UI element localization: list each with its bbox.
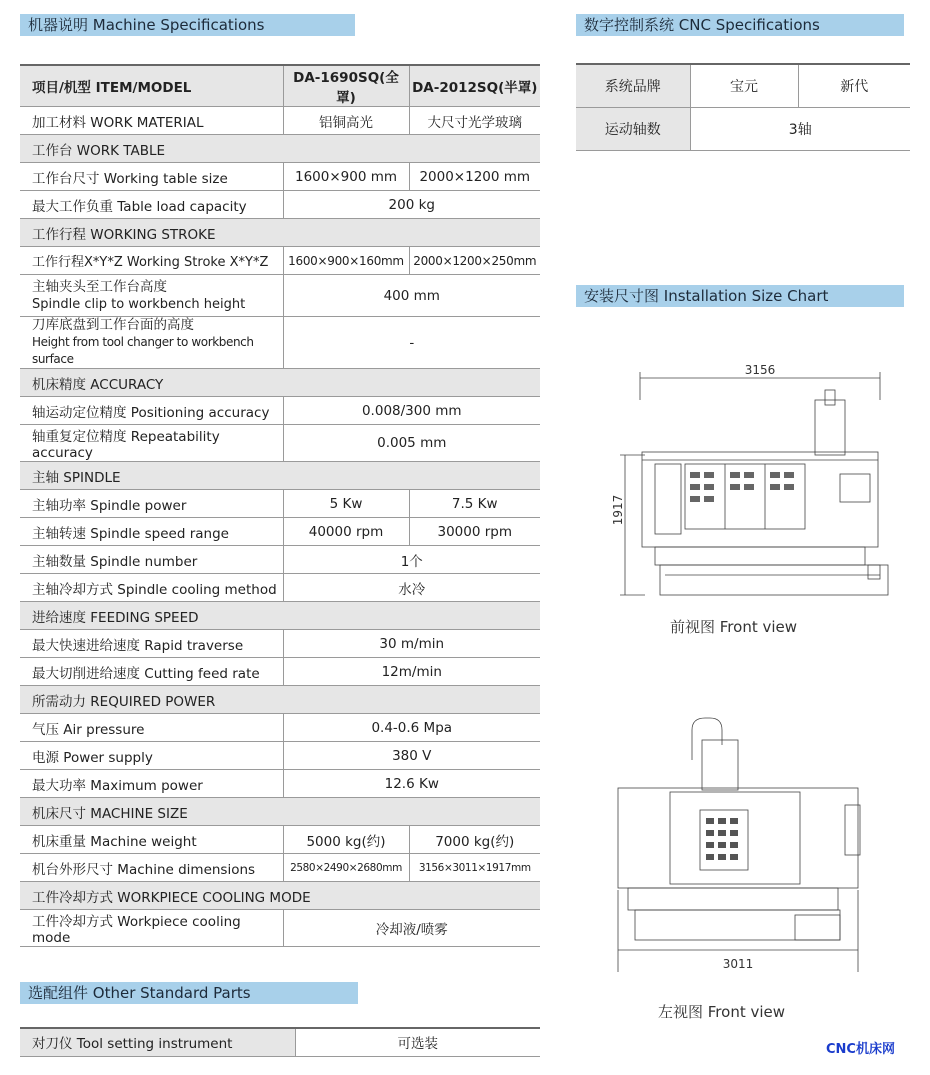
table-row [20,658,540,686]
row-value: 30000 rpm [409,518,540,546]
row-value: 380 V [283,742,540,770]
row-label: 加工材料 WORK MATERIAL [20,107,283,135]
row-label-cn: 主轴夹头至工作台高度 [32,278,167,295]
table-row [20,163,540,191]
section-row [20,369,540,397]
table-row [20,714,540,742]
table-row [20,107,540,135]
row-value: 1600×900×160mm [283,247,409,275]
section-label: 主轴 SPINDLE [20,462,540,490]
brand-mark: CNC机床网 [826,1042,895,1057]
axes-value: 3轴 [690,108,910,151]
table-row [20,574,540,602]
row-label: 最大功率 Maximum power [20,770,283,798]
model-1-header: DA-1690SQ(全罩) [283,65,409,107]
table-row [20,546,540,574]
section-row [20,135,540,163]
table-row [20,910,540,947]
section-row [20,798,540,826]
table-row [20,630,540,658]
row-label: 机床重量 Machine weight [20,826,283,854]
table-row [576,108,910,151]
row-value: 0.4-0.6 Mpa [283,714,540,742]
row-label [20,317,283,369]
row-label [20,275,283,317]
table-row [20,854,540,882]
row-label: 主轴转速 Spindle speed range [20,518,283,546]
row-label: 工作台尺寸 Working table size [20,163,283,191]
table-row [20,397,540,425]
row-value: 2000×1200 mm [409,163,540,191]
row-value: 3156×3011×1917mm [409,854,540,882]
row-value: 200 kg [283,191,540,219]
row-label-en: Height from tool changer to workbench surface [32,335,254,366]
item-model-header: 项目/机型 ITEM/MODEL [20,65,283,107]
row-value: 12.6 Kw [283,770,540,798]
side-view-drawing [610,710,870,980]
table-row [20,191,540,219]
row-label: 工件冷却方式 Workpiece cooling mode [20,910,283,947]
table-row [20,247,540,275]
side-view-caption: 左视图 Front view [658,1003,786,1021]
row-value: 0.008/300 mm [283,397,540,425]
section-label: 进给速度 FEEDING SPEED [20,602,540,630]
row-label: 最大工作负重 Table load capacity [20,191,283,219]
table-row [20,518,540,546]
table-header-row [20,65,540,107]
machine-spec-header: 机器说明 Machine Specifications [20,14,355,36]
section-row [20,882,540,910]
row-label: 工作行程X*Y*Z Working Stroke X*Y*Z [20,247,283,275]
row-value: 5 Kw [283,490,409,518]
other-parts-header: 选配组件 Other Standard Parts [20,982,358,1004]
row-value: 大尺寸光学玻璃 [409,107,540,135]
brand-value-1: 宝元 [690,64,798,108]
front-view-caption: 前视图 Front view [670,618,798,636]
row-value: 水冷 [283,574,540,602]
row-value: 冷却液/喷雾 [283,910,540,947]
section-row [20,602,540,630]
row-value: 7000 kg(约) [409,826,540,854]
row-label: 主轴冷却方式 Spindle cooling method [20,574,283,602]
section-label: 机床精度 ACCURACY [20,369,540,397]
row-value: 400 mm [283,275,540,317]
row-value: 可选装 [295,1028,540,1056]
row-label: 主轴功率 Spindle power [20,490,283,518]
row-value: 1个 [283,546,540,574]
section-row [20,462,540,490]
row-label: 最大切削进给速度 Cutting feed rate [20,658,283,686]
table-row [20,275,540,317]
section-row [20,219,540,247]
row-label: 主轴数量 Spindle number [20,546,283,574]
section-label: 机床尺寸 MACHINE SIZE [20,798,540,826]
section-label: 工作台 WORK TABLE [20,135,540,163]
other-parts-table [20,1027,540,1057]
row-value: 2000×1200×250mm [409,247,540,275]
front-height-label: 1917 [611,494,625,526]
section-row [20,686,540,714]
side-width-label: 3011 [722,957,754,971]
row-value: 铝铜高光 [283,107,409,135]
install-header: 安装尺寸图 Installation Size Chart [576,285,904,307]
row-label: 电源 Power supply [20,742,283,770]
table-row [20,317,540,369]
model-2-header: DA-2012SQ(半罩) [409,65,540,107]
axes-label: 运动轴数 [576,108,690,151]
table-row [20,770,540,798]
row-label: 轴重复定位精度 Repeatability accuracy [20,425,283,462]
row-label-cn: 刀库底盘到工作台面的高度 [32,317,194,333]
row-label: 气压 Air pressure [20,714,283,742]
row-value: 40000 rpm [283,518,409,546]
table-row [20,425,540,462]
machine-spec-table [20,64,540,947]
row-label: 机台外形尺寸 Machine dimensions [20,854,283,882]
row-value: 30 m/min [283,630,540,658]
front-view-drawing [600,360,900,610]
row-value: 12m/min [283,658,540,686]
section-label: 所需动力 REQUIRED POWER [20,686,540,714]
section-label: 工作行程 WORKING STROKE [20,219,540,247]
row-value: - [283,317,540,369]
table-row [20,1028,540,1056]
cnc-spec-table [576,63,910,151]
row-label: 最大快速进给速度 Rapid traverse [20,630,283,658]
row-value: 2580×2490×2680mm [283,854,409,882]
cnc-spec-header: 数字控制系统 CNC Specifications [576,14,904,36]
section-label: 工件冷却方式 WORKPIECE COOLING MODE [20,882,540,910]
row-value: 7.5 Kw [409,490,540,518]
row-value: 0.005 mm [283,425,540,462]
brand-label: 系统品牌 [576,64,690,108]
table-row [20,826,540,854]
row-label: 轴运动定位精度 Positioning accuracy [20,397,283,425]
brand-value-2: 新代 [798,64,910,108]
table-row [576,64,910,108]
row-label: 对刀仪 Tool setting instrument [20,1028,295,1056]
table-row [20,490,540,518]
table-row [20,742,540,770]
front-width-label: 3156 [744,363,776,377]
row-value: 1600×900 mm [283,163,409,191]
row-label-en: Spindle clip to workbench height [32,296,246,312]
row-value: 5000 kg(约) [283,826,409,854]
